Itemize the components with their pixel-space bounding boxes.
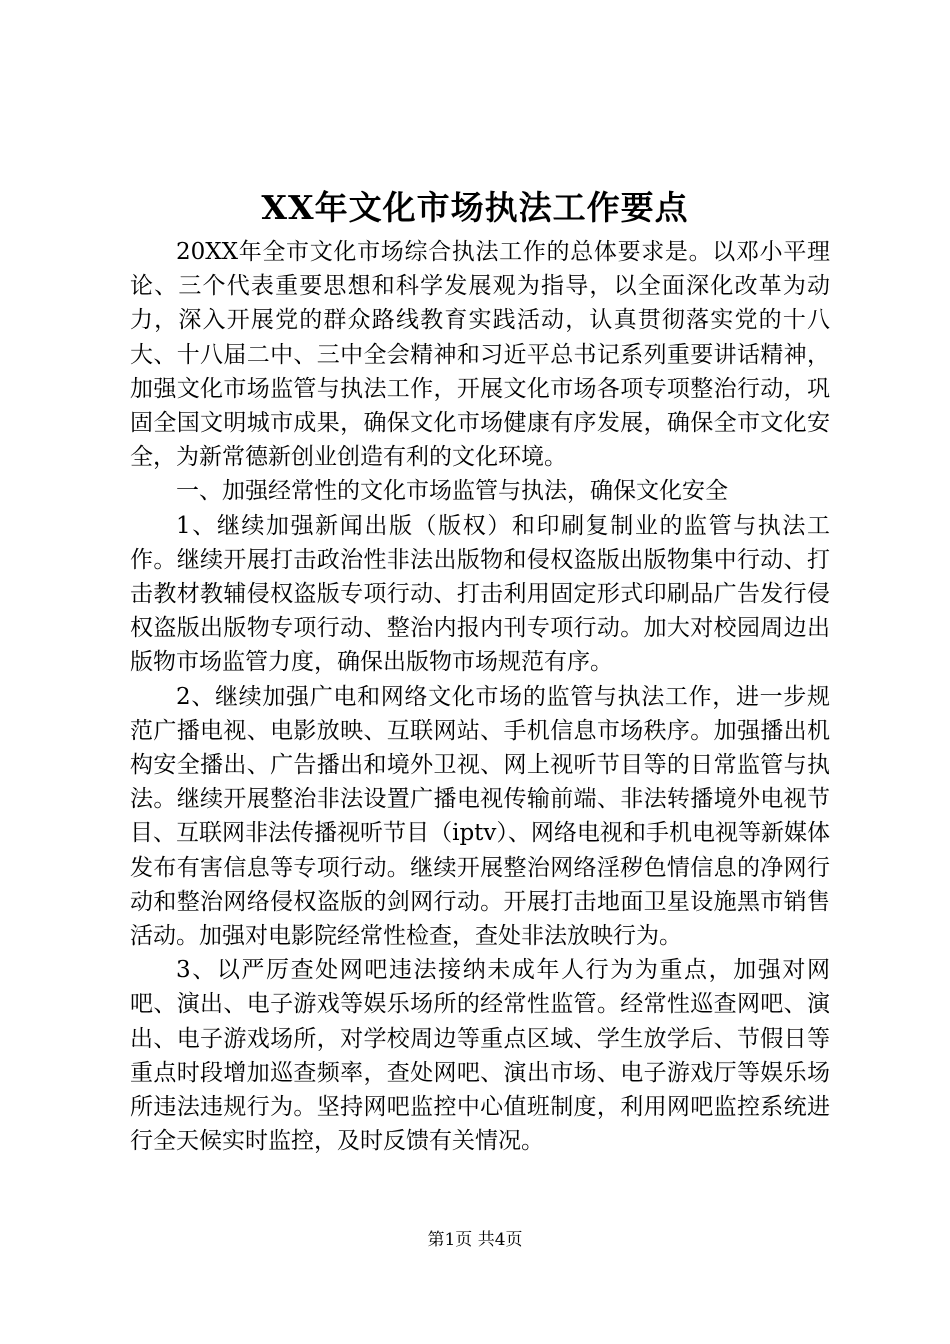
document-title: XX年文化市场执法工作要点 (261, 188, 689, 227)
item-paragraph-2: 2、继续加强广电和网络文化市场的监管与执法工作，进一步规范广播电视、电影放映、互联网站、手机信息市场秩序。加强播出机构安全播出、广告播出和境外卫视、网上视听节目等的日常监管与执法。继续开展整治非法设置广播电视传输前端、非法转播境外电视节目、互联网非法传播视听节目（iptv）、网络电视和手机电视等新媒体发布有害信息等专项行动。继续开展整治网络淫秽色情信息的净网行动和整治网络侵权盗版的剑网行动。开展打击地面卫星设施黑市销售活动。加强对电影院经常性检查，查处非法放映行为。 (130, 683, 830, 950)
page-footer: 第1页 共4页 (427, 1230, 523, 1250)
intro-paragraph: 20XX年全市文化市场综合执法工作的总体要求是。以邓小平理论、三个代表重要思想和科学发展观为指导，以全面深化改革为动力，深入开展党的群众路线教育实践活动，认真贯彻落实党的十八大、十八届二中、三中全会精神和习近平总书记系列重要讲话精神，加强文化市场监管与执法工作，开展文化市场各项专项整治行动，巩固全国文明城市成果，确保文化市场健康有序发展，确保全市文化安全，为新常德新创业创造有利的文化环境。 (130, 239, 830, 471)
item-paragraph-3: 3、以严厉查处网吧违法接纳未成年人行为为重点，加强对网吧、演出、电子游戏等娱乐场所的经常性监管。经常性巡查网吧、演出、电子游戏场所，对学校周边等重点区域、学生放学后、节假日等重点时段增加巡查频率，查处网吧、演出市场、电子游戏厅等娱乐场所违法违规行为。坚持网吧监控中心值班制度，利用网吧监控系统进行全天候实时监控，及时反馈有关情况。 (130, 957, 830, 1155)
item-paragraph-1: 1、继续加强新闻出版（版权）和印刷复制业的监管与执法工作。继续开展打击政治性非法出版物和侵权盗版出版物集中行动、打击教材教辅侵权盗版专项行动、打击利用固定形式印刷品广告发行侵权盗版出版物专项行动、整治内报内刊专项行动。加大对校园周边出版物市场监管力度，确保出版物市场规范有序。 (130, 512, 830, 676)
section-heading: 一、加强经常性的文化市场监管与执法，确保文化安全 (176, 478, 728, 505)
document-body (130, 235, 830, 1158)
